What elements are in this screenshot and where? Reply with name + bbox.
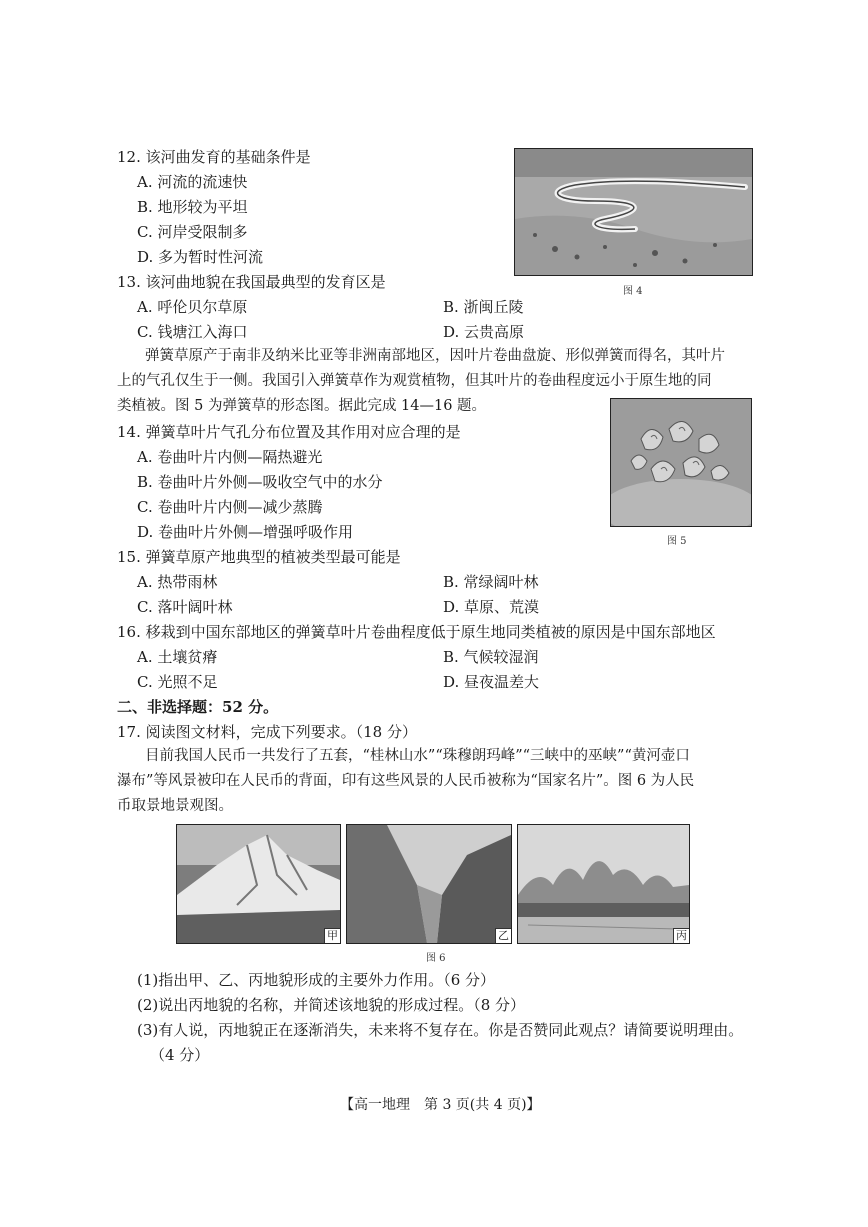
figure-6-photo-jia-mountain xyxy=(176,824,341,944)
q16-option-b: B. 气候较湿润 xyxy=(443,648,539,666)
q15-option-b: B. 常绿阔叶林 xyxy=(443,573,539,591)
q14-stem: 14. 弹簧草叶片气孔分布位置及其作用对应合理的是 xyxy=(117,423,461,441)
figure-6-caption: 图 6 xyxy=(426,953,446,964)
figure-6-photo-bing-karst xyxy=(517,824,690,944)
q17-sub-3: (3)有人说，丙地貌正在逐渐消失，未来将不复存在。你是否赞同此观点？请简要说明理由。 xyxy=(137,1021,744,1039)
q17-para-line-2: 瀑布”等风景被印在人民币的背面，印有这些风景的人民币被称为“国家名片”。图 6 为人民 xyxy=(117,773,695,789)
q14-option-a: A. 卷曲叶片内侧—隔热避光 xyxy=(137,448,323,466)
q14-option-b: B. 卷曲叶片外侧—吸收空气中的水分 xyxy=(137,473,383,491)
q12-option-d: D. 多为暂时性河流 xyxy=(137,248,264,266)
q14-option-c: C. 卷曲叶片内侧—减少蒸腾 xyxy=(137,498,323,516)
q15-option-c: C. 落叶阔叶林 xyxy=(137,598,233,616)
photo-label-jia: 甲 xyxy=(324,928,340,943)
q17-sub-3-points: （4 分） xyxy=(150,1046,210,1064)
passage-line-2: 上的气孔仅生于一侧。我国引入弹簧草作为观赏植物，但其叶片的卷曲程度远小于原生地的同 xyxy=(117,373,712,389)
photo-label-bing: 丙 xyxy=(673,928,689,943)
q12-stem: 12. 该河曲发育的基础条件是 xyxy=(117,148,311,166)
figure-6-photo-yi-gorge xyxy=(346,824,512,944)
q17-para-line-1: 目前我国人民币一共发行了五套，“桂林山水”“珠穆朗玛峰”“三峡中的巫峡”“黄河壶口 xyxy=(145,748,690,764)
q16-stem: 16. 移栽到中国东部地区的弹簧草叶片卷曲程度低于原生地同类植被的原因是中国东部地区 xyxy=(117,623,716,641)
figure-5-caption: 图 5 xyxy=(667,536,687,547)
q17-stem: 17. 阅读图文材料，完成下列要求。（18 分） xyxy=(117,723,417,741)
q15-option-d: D. 草原、荒漠 xyxy=(443,598,540,616)
page-footer: 【高一地理 第 3 页(共 4 页)】 xyxy=(340,1097,541,1113)
q17-sub-1: (1)指出甲、乙、丙地貌形成的主要外力作用。（6 分） xyxy=(137,971,496,989)
figure-4-meander-photo xyxy=(514,148,753,276)
q13-option-b: B. 浙闽丘陵 xyxy=(443,298,524,316)
q12-option-c: C. 河岸受限制多 xyxy=(137,223,248,241)
passage-line-1: 弹簧草原产于南非及纳米比亚等非洲南部地区，因叶片卷曲盘旋、形似弹簧而得名，其叶片 xyxy=(145,348,725,364)
q13-option-d: D. 云贵高原 xyxy=(443,323,525,341)
figure-5-spring-grass-photo xyxy=(610,398,752,527)
q16-option-a: A. 土壤贫瘠 xyxy=(137,648,218,666)
q16-option-c: C. 光照不足 xyxy=(137,673,218,691)
q15-stem: 15. 弹簧草原产地典型的植被类型最可能是 xyxy=(117,548,401,566)
q15-option-a: A. 热带雨林 xyxy=(137,573,218,591)
figure-4-caption: 图 4 xyxy=(623,286,643,297)
q17-para-line-3: 币取景地景观图。 xyxy=(117,798,233,814)
q12-option-b: B. 地形较为平坦 xyxy=(137,198,248,216)
q13-option-c: C. 钱塘江入海口 xyxy=(137,323,248,341)
q12-option-a: A. 河流的流速快 xyxy=(137,173,248,191)
q17-sub-2: (2)说出丙地貌的名称，并简述该地貌的形成过程。（8 分） xyxy=(137,996,526,1014)
passage-line-3: 类植被。图 5 为弹簧草的形态图。据此完成 14—16 题。 xyxy=(117,398,487,414)
q16-option-d: D. 昼夜温差大 xyxy=(443,673,540,691)
section-2-heading: 二、非选择题：52 分。 xyxy=(117,698,279,716)
q13-option-a: A. 呼伦贝尔草原 xyxy=(137,298,248,316)
q14-option-d: D. 卷曲叶片外侧—增强呼吸作用 xyxy=(137,523,354,541)
photo-label-yi: 乙 xyxy=(495,928,511,943)
q13-stem: 13. 该河曲地貌在我国最典型的发育区是 xyxy=(117,273,386,291)
